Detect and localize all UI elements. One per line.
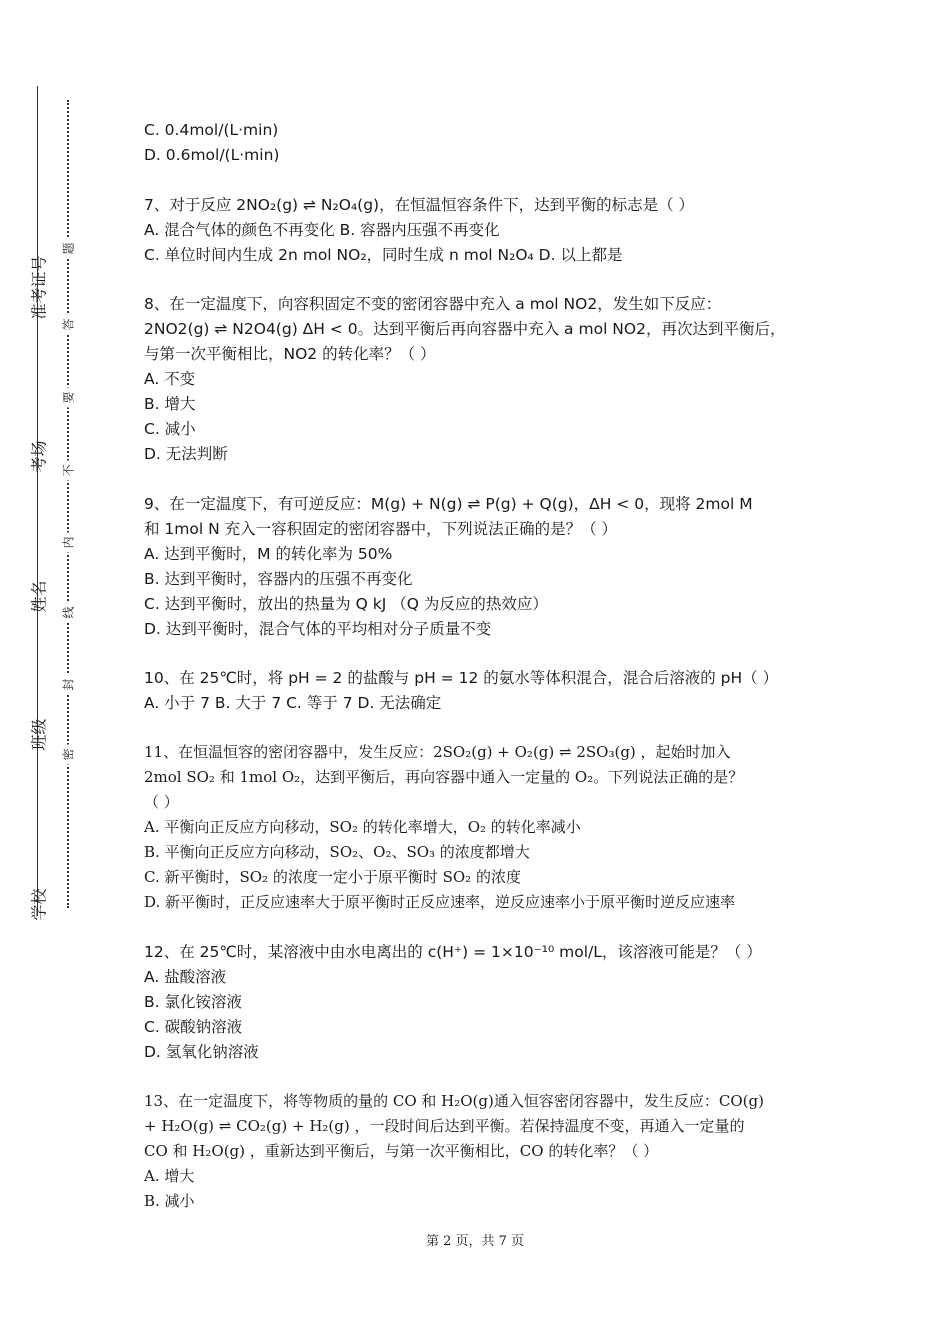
seal-word: 答 (60, 315, 77, 335)
option-line: D. 达到平衡时，混合气体的平均相对分子质量不变 (144, 620, 492, 638)
question-8-stem: 8、在一定温度下，向容积固定不变的密闭容器中充入 a mol NO2，发生如下反应： (144, 295, 722, 313)
option-line: B. 氯化铵溶液 (144, 993, 242, 1011)
option-line: B. 达到平衡时，容器内的压强不再变化 (144, 570, 413, 588)
question-11-stem: 11、在恒温恒容的密闭容器中，发生反应：2SO₂(g) + O₂(g) ⇌ 2SO₃(g) ，起始时加入 (144, 743, 731, 761)
option-line: A. 混合气体的颜色不再变化 B. 容器内压强不再变化 (144, 221, 500, 239)
question-13-stem: 13、在一定温度下，将等物质的量的 CO 和 H₂O(g)通入恒容密闭容器中，发生反应：CO(g) (144, 1092, 764, 1110)
option-line: A. 达到平衡时，M 的转化率为 50% (144, 545, 393, 563)
question-11-stem: 2mol SO₂ 和 1mol O₂，达到平衡后，再向容器中通入一定量的 O₂。下列说法正确的是？ (144, 768, 744, 786)
option-line: D. 无法判断 (144, 445, 228, 463)
option-line: B. 增大 (144, 395, 196, 413)
option-line: B. 平衡向正反应方向移动，SO₂、O₂、SO₃ 的浓度都增大 (144, 843, 530, 861)
seal-word: 不 (60, 461, 77, 481)
margin-label-school: 学校 (29, 888, 49, 921)
question-12-stem: 12、在 25℃时，某溶液中由水电离出的 c(H⁺) = 1×10⁻¹⁰ mol/L，该溶液可能是？（ ） (144, 943, 762, 961)
option-line: C. 新平衡时，SO₂ 的浓度一定小于原平衡时 SO₂ 的浓度 (144, 868, 521, 886)
question-13-stem: CO 和 H₂O(g) ，重新达到平衡后，与第一次平衡相比，CO 的转化率？（ ） (144, 1142, 659, 1160)
seal-word: 内 (60, 533, 77, 553)
question-9-stem: 和 1mol N 充入一容积固定的密闭容器中，下列说法正确的是？（ ） (144, 520, 618, 538)
margin-label-exam-room: 考场 (29, 440, 49, 473)
option-line: A. 盐酸溶液 (144, 968, 227, 986)
question-9-stem: 9、在一定温度下，有可逆反应：M(g) + N(g) ⇌ P(g) + Q(g)，ΔH < 0，现将 2mol M (144, 495, 753, 513)
question-7-stem: 7、对于反应 2NO₂(g) ⇌ N₂O₄(g)，在恒温恒容条件下，达到平衡的标志是（ ） (144, 196, 695, 214)
seal-word: 封 (60, 675, 77, 695)
option-line: D. 新平衡时，正反应速率大于原平衡时正反应速率，逆反应速率小于原平衡时逆反应速率 (144, 893, 736, 911)
margin-label-class: 班级 (29, 718, 49, 751)
seal-word: 题 (60, 239, 77, 259)
margin-label-name: 姓名 (29, 580, 49, 613)
seal-word: 线 (60, 603, 77, 623)
option-line: C. 单位时间内生成 2n mol NO₂，同时生成 n mol N₂O₄ D. 以上都是 (144, 246, 623, 264)
option-line: A. 不变 (144, 370, 196, 388)
option-line: D. 0.6mol/(L·min) (144, 146, 280, 164)
option-line: C. 达到平衡时，放出的热量为 Q kJ （Q 为反应的热效应） (144, 595, 548, 613)
question-13-stem: + H₂O(g) ⇌ CO₂(g) + H₂(g) ，一段时间后达到平衡。若保持温度不变，再通入一定量的 (144, 1117, 745, 1135)
option-line: B. 减小 (144, 1192, 195, 1210)
option-line: C. 碳酸钠溶液 (144, 1018, 243, 1036)
option-line: C. 减小 (144, 420, 196, 438)
option-line: C. 0.4mol/(L·min) (144, 121, 279, 139)
question-8-stem: 2NO2(g) ⇌ N2O4(g) ΔH < 0。达到平衡后再向容器中充入 a mol NO2，再次达到平衡后， (144, 320, 786, 338)
page-footer: 第 2 页，共 7 页 (425, 1234, 525, 1249)
question-11-stem: （ ） (144, 793, 179, 811)
question-8-stem: 与第一次平衡相比，NO2 的转化率？（ ） (144, 345, 436, 363)
margin-solid-line (37, 86, 38, 916)
option-line: A. 小于 7 B. 大于 7 C. 等于 7 D. 无法确定 (144, 694, 442, 712)
question-10-stem: 10、在 25℃时，将 pH = 2 的盐酸与 pH = 12 的氨水等体积混合，混合后溶液的 pH（ ） (144, 669, 779, 687)
seal-word: 密 (60, 745, 77, 765)
seal-word: 要 (60, 388, 77, 408)
option-line: A. 增大 (144, 1167, 195, 1185)
option-line: D. 氢氧化钠溶液 (144, 1043, 259, 1061)
margin-label-exam-number: 准考证号 (29, 255, 49, 320)
margin-dotted-line (67, 100, 69, 908)
option-line: A. 平衡向正反应方向移动，SO₂ 的转化率增大，O₂ 的转化率减小 (144, 818, 581, 836)
